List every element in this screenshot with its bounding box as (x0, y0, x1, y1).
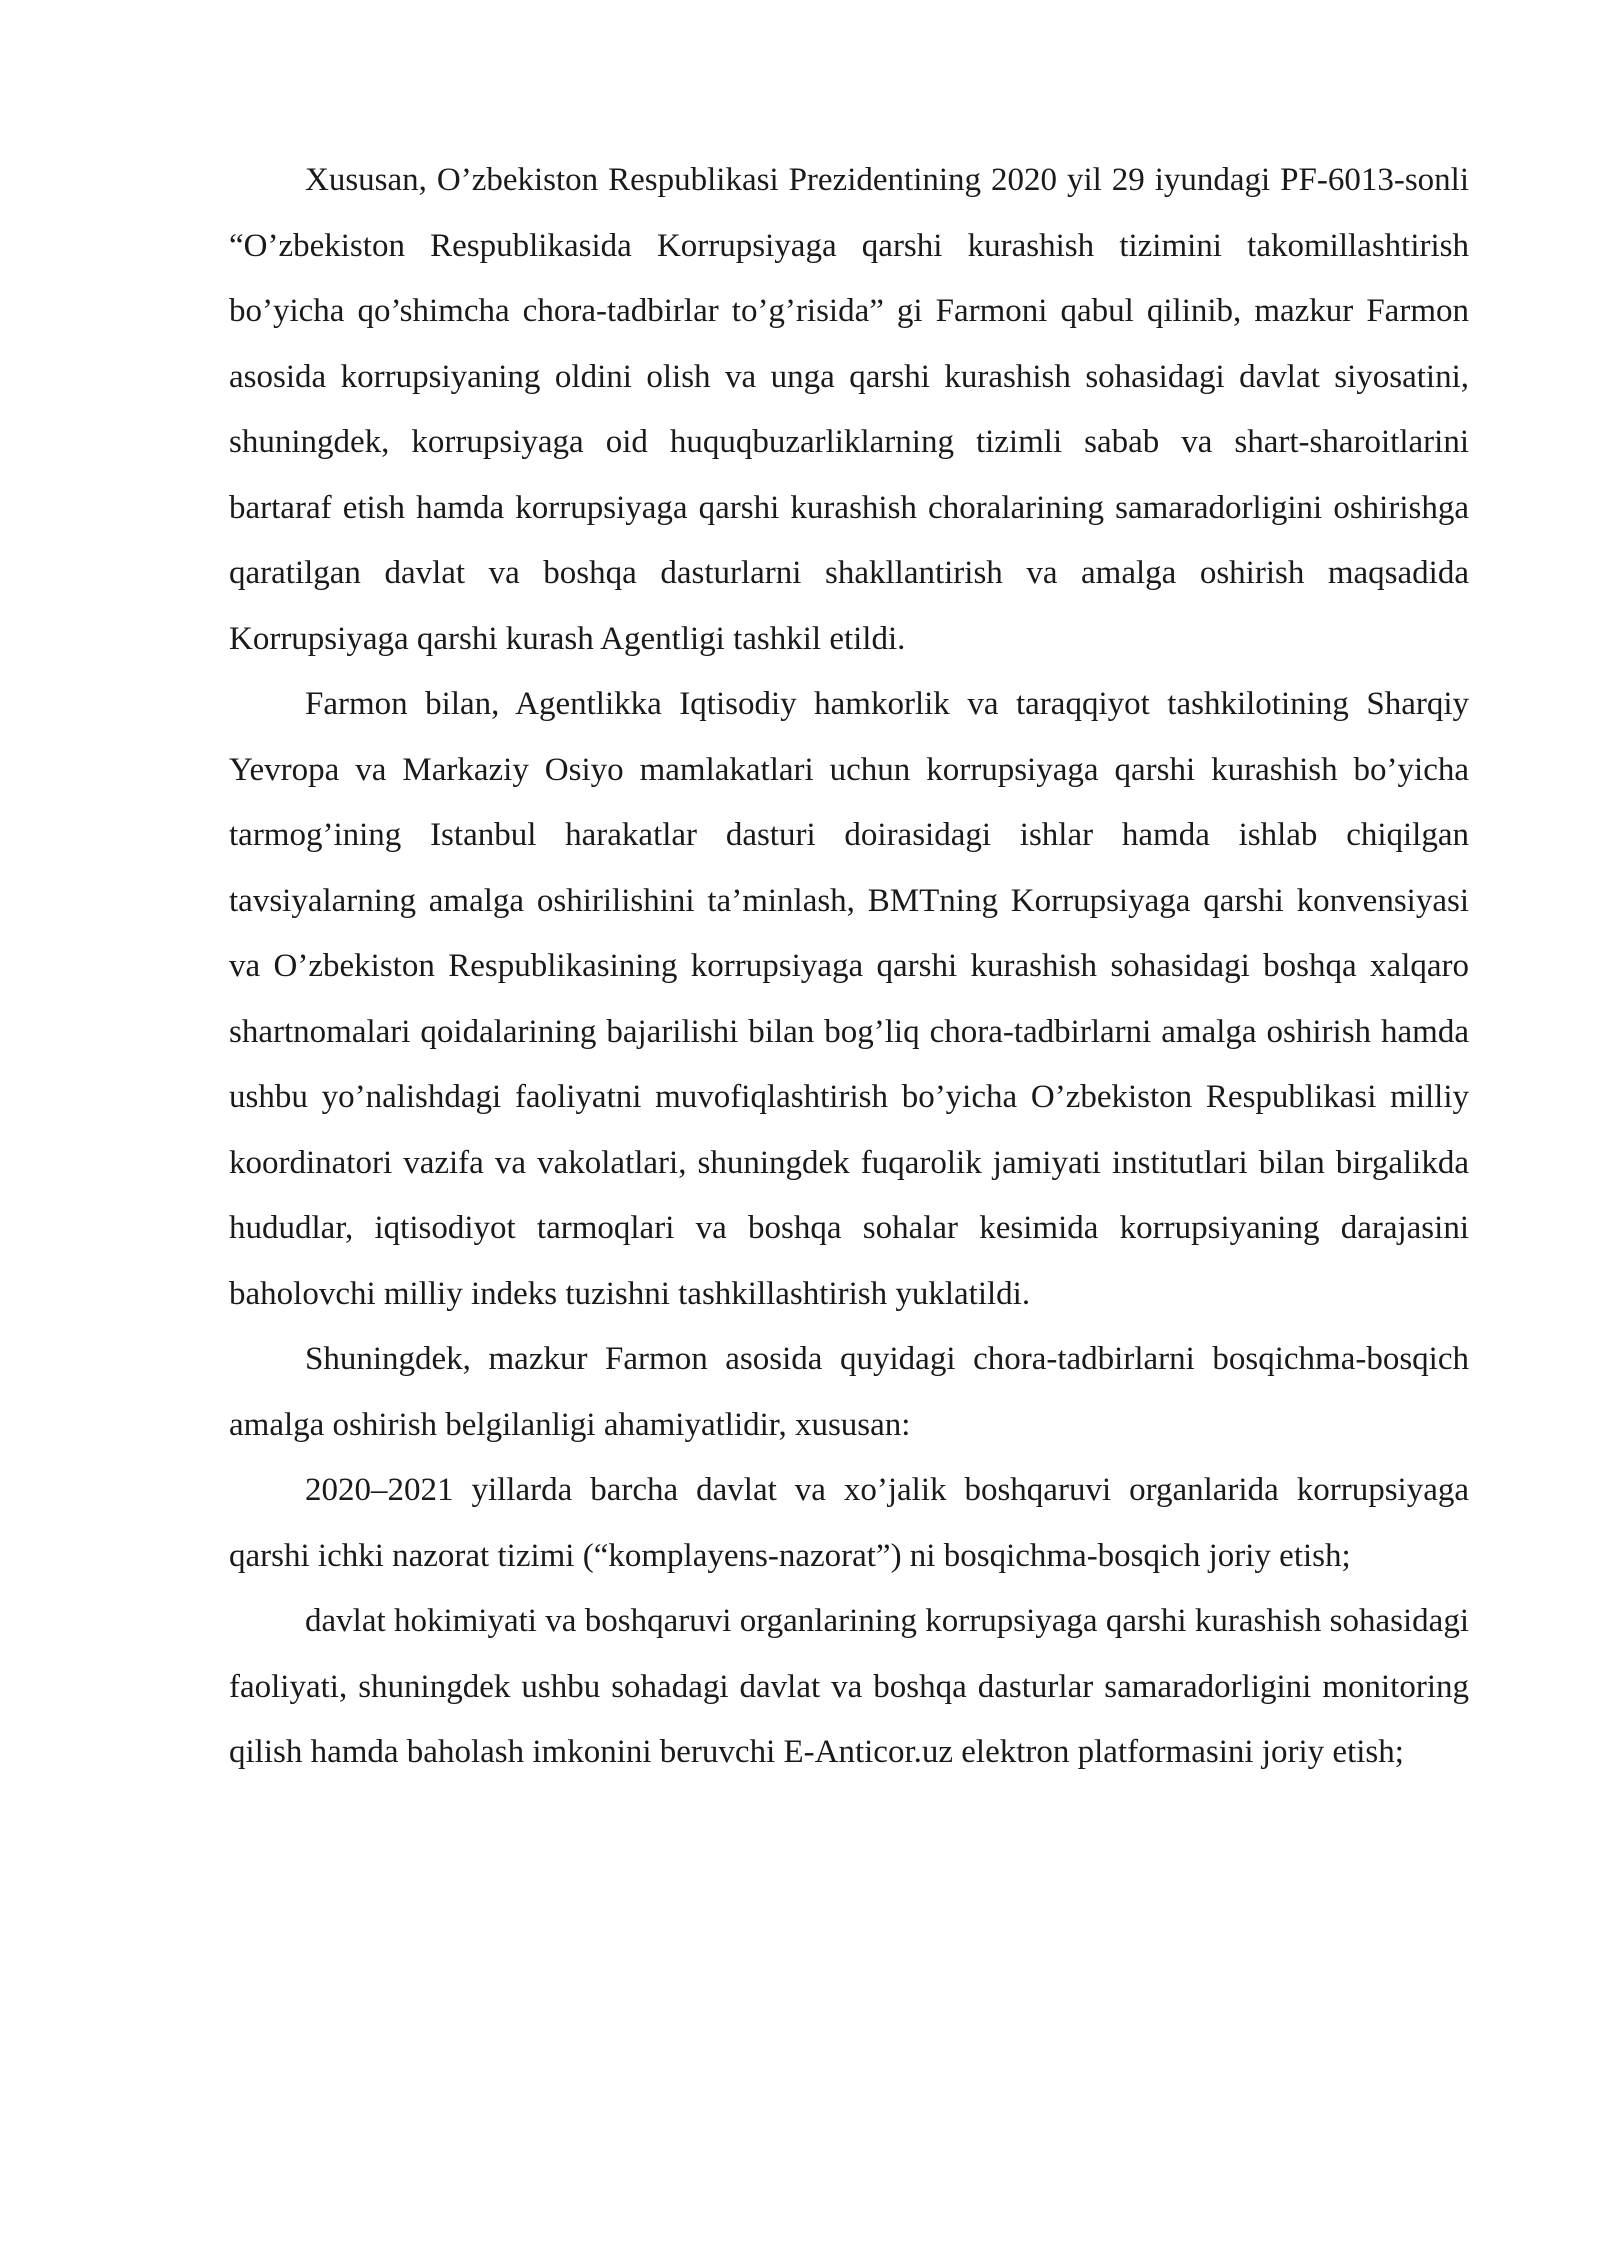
paragraph-1: Xususan, O’zbekiston Respublikasi Prezidentining 2020 yil 29 iyundagi PF-6013-sonli “O’zbekiston Respublikasida Korrupsiyaga qarshi kurashish tizimini takomillashtirish bo’yicha qo’shimcha chora-tadbirlar to’g’risida” gi Farmoni qabul qilinib, mazkur Farmon asosida korrupsiyaning oldini olish va unga qarshi kurashish sohasidagi davlat siyosatini, shuningdek, korrupsiyaga oid huquqbuzarliklarning tizimli sabab va shart-sharoitlarini bartaraf etish hamda korrupsiyaga qarshi kurashish choralarining samaradorligini oshirishga qaratilgan davlat va boshqa dasturlarni shakllantirish va amalga oshirish maqsadida Korrupsiyaga qarshi kurash Agentligi tashkil etildi. (229, 162, 1469, 657)
document-body (229, 148, 1469, 1786)
paragraph-5: davlat hokimiyati va boshqaruvi organlarining korrupsiyaga qarshi kurashish sohasidagi faoliyati, shuningdek ushbu sohadagi davlat va boshqa dasturlar samaradorligini monitoring qilish hamda baholash imkonini beruvchi E-Anticor.uz elektron platformasini joriy etish; (229, 1603, 1469, 1770)
paragraph-3: Shuningdek, mazkur Farmon asosida quyidagi chora-tadbirlarni bosqichma-bosqich amalga oshirish belgilanligi ahamiyatlidir, xususan: (229, 1341, 1469, 1443)
paragraph-2: Farmon bilan, Agentlikka Iqtisodiy hamkorlik va taraqqiyot tashkilotining Sharqiy Yevropa va Markaziy Osiyo mamlakatlari uchun korrupsiyaga qarshi kurashish bo’yicha tarmog’ining Istanbul harakatlar dasturi doirasidagi ishlar hamda ishlab chiqilgan tavsiyalarning amalga oshirilishini ta’minlash, BMTning Korrupsiyaga qarshi konvensiyasi va O’zbekiston Respublikasining korrupsiyaga qarshi kurashish sohasidagi boshqa xalqaro shartnomalari qoidalarining bajarilishi bilan bog’liq chora-tadbirlarni amalga oshirish hamda ushbu yo’nalishdagi faoliyatni muvofiqlashtirish bo’yicha O’zbekiston Respublikasi milliy koordinatori vazifa va vakolatlari, shuningdek fuqarolik jamiyati institutlari bilan birgalikda hududlar, iqtisodiyot tarmoqlari va boshqa sohalar kesimida korrupsiyaning darajasini baholovchi milliy indeks tuzishni tashkillashtirish yuklatildi. (229, 686, 1469, 1312)
paragraph-4: 2020–2021 yillarda barcha davlat va xo’jalik boshqaruvi organlarida korrupsiyaga qarshi ichki nazorat tizimi (“komplayens-nazorat”) ni bosqichma-bosqich joriy etish; (229, 1472, 1469, 1574)
